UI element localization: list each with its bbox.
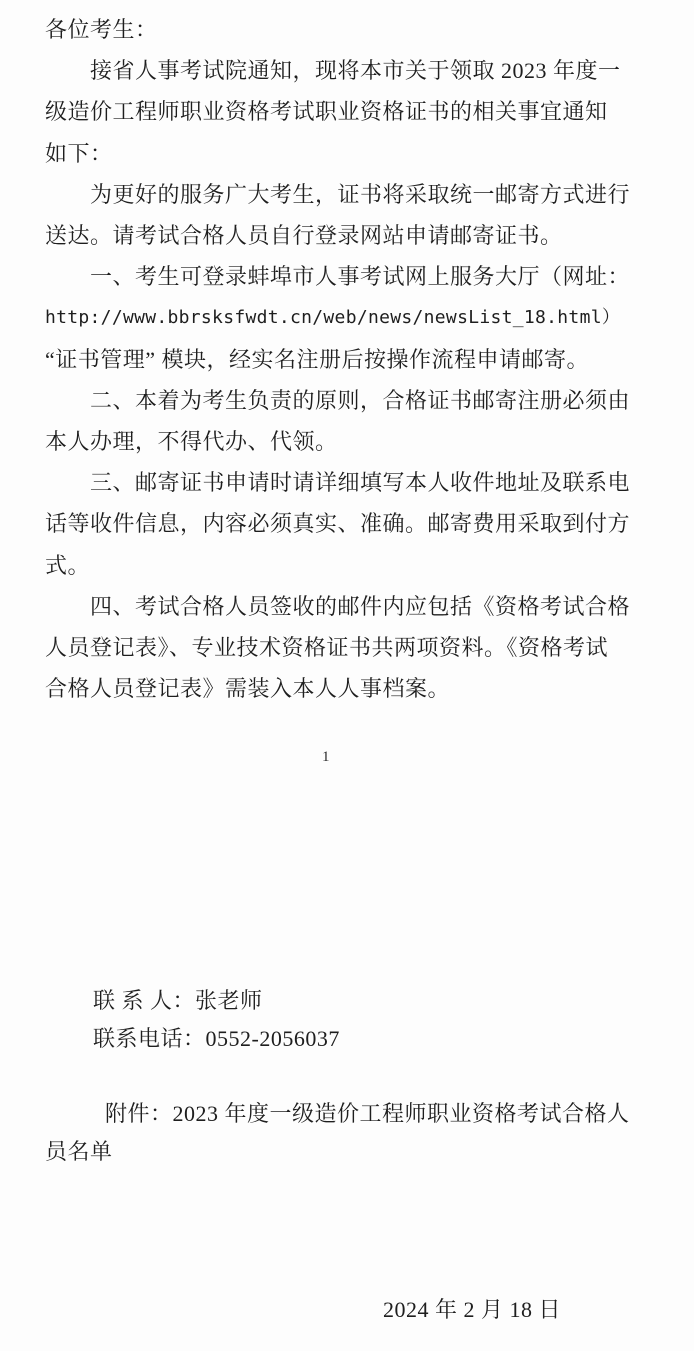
notice-body-line: 送达。请考试合格人员自行登录网站申请邮寄证书。 [45,223,563,248]
contact-block [93,982,340,1058]
notice-body-line: 一、考生可登录蚌埠市人事考试网上服务大厅（网址： [45,264,631,290]
notice-url-text: http://www.bbrsksfwdt.cn/web/news/newsList_18.html） [45,307,621,329]
attachment-line: 员名单 [45,1139,113,1164]
notice-body-line: “证书管理” 模块，经实名注册后按操作流程申请邮寄。 [45,346,590,372]
notice-body-line: 各位考生： [45,17,158,42]
notice-body-line: 本人办理，不得代办、代领。 [45,429,338,454]
attachment-line: 附件：2023 年度一级造价工程师职业资格考试合格人 [105,1101,630,1126]
notice-body-line: 合格人员登记表》需装入本人人事档案。 [45,676,451,702]
notice-body-line: 如下： [45,140,113,166]
notice-body-line: 话等收件信息，内容必须真实、准确。邮寄费用采取到付方 [45,511,631,537]
notice-body-line: 二、本着为考生负责的原则，合格证书邮寄注册必须由 [45,387,631,413]
contact-person-line: 联 系 人：张老师 [93,988,263,1013]
page-number: 1 [322,749,330,765]
notice-body-line: 三、邮寄证书申请时请详细填写本人收件地址及联系电 [45,470,631,496]
notice-body-line: 接省人事考试院通知，现将本市关于领取 2023 年度一 [45,58,621,84]
contact-phone-line: 联系电话：0552-2056037 [93,1026,340,1051]
notice-body-line: 四、考试合格人员签收的邮件内应包括《资格考试合格 [45,593,631,619]
notice-body-line: 为更好的服务广大考生，证书将采取统一邮寄方式进行 [45,181,631,207]
notice-body-line: 级造价工程师职业资格考试职业资格证书的相关事宜通知 [45,99,608,125]
date-line: 2024 年 2 月 18 日 [383,1297,562,1322]
notice-body-line: 式。 [45,552,91,578]
notice-body-line: 人员登记表》、专业技术资格证书共两项资料。《资格考试 [45,635,609,660]
